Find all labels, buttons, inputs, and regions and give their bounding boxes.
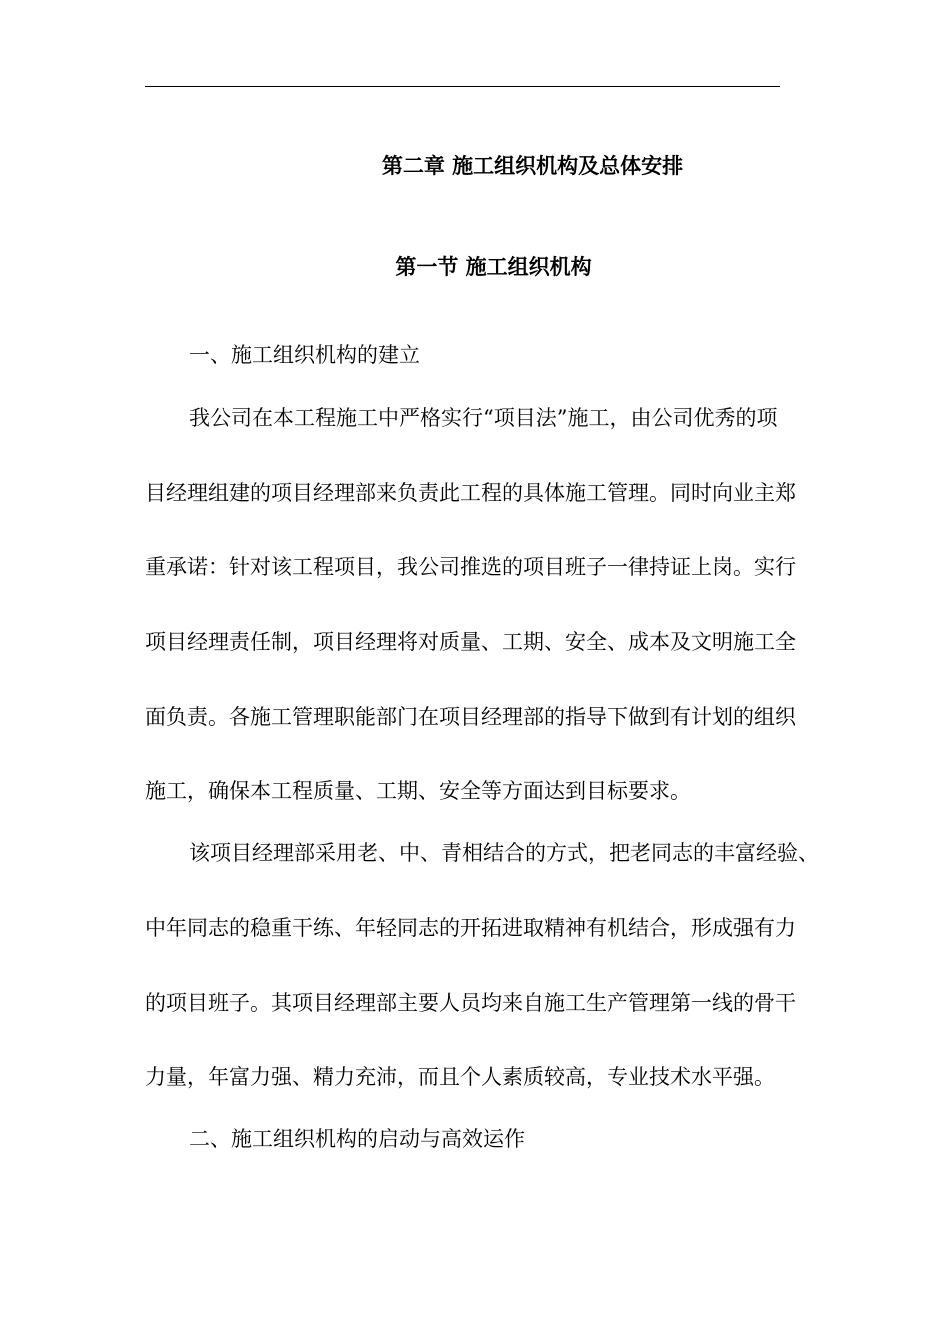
paragraph-2-line: 中年同志的稳重干练、年轻同志的开拓进取精神有机结合，形成强有力 [145, 916, 796, 940]
header-rule [145, 86, 780, 87]
section-title: 第一节 施工组织机构 [395, 254, 592, 279]
paragraph-2-line: 该项目经理部采用老、中、青相结合的方式，把老同志的丰富经验、 [189, 841, 819, 865]
paragraph-2-line: 力量，年富力强、精力充沛，而且个人素质较高，专业技术水平强。 [145, 1065, 775, 1089]
paragraph-1-line: 施工，确保本工程质量、工期、安全等方面达到目标要求。 [145, 779, 691, 803]
subheading-operation: 二、施工组织机构的启动与高效运作 [189, 1127, 525, 1151]
paragraph-1-line: 面负责。各施工管理职能部门在项目经理部的指导下做到有计划的组织 [145, 705, 796, 729]
subheading-establishment: 一、施工组织机构的建立 [189, 343, 420, 367]
paragraph-2-line: 的项目班子。其项目经理部主要人员均来自施工生产管理第一线的骨干 [145, 991, 796, 1015]
paragraph-1-line: 重承诺：针对该工程项目，我公司推选的项目班子一律持证上岗。实行 [145, 555, 796, 579]
chapter-title: 第二章 施工组织机构及总体安排 [381, 153, 684, 178]
paragraph-1-line: 我公司在本工程施工中严格实行“项目法”施工，由公司优秀的项 [189, 406, 778, 430]
paragraph-1-line: 目经理组建的项目经理部来负责此工程的具体施工管理。同时向业主郑 [145, 481, 796, 505]
paragraph-1-line: 项目经理责任制，项目经理将对质量、工期、安全、成本及文明施工全 [145, 630, 796, 654]
